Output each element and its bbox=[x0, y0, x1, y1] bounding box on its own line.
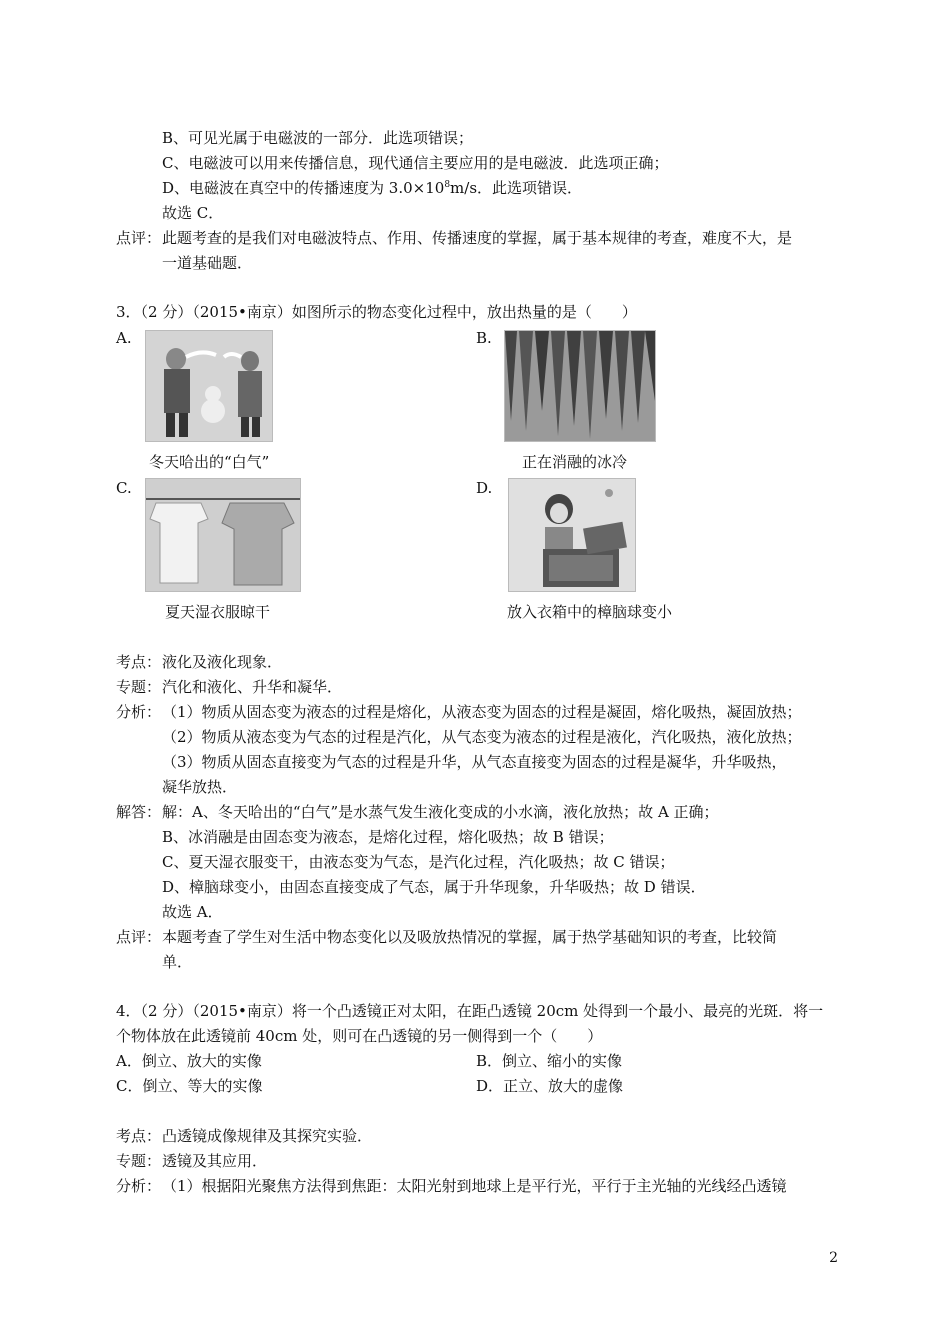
q4-stem-line-1: 4．（2 分）（2015•南京）将一个凸透镜正对太阳，在距凸透镜 20cm 处得到一个最小、最亮的光斑．将一 bbox=[116, 1002, 824, 1020]
q3-option-b-letter: B. bbox=[476, 329, 492, 347]
q3-fenxi-line-1: （1）物质从固态变为液态的过程是熔化，从液态变为固态的过程是凝固，熔化吸热，凝固放热； bbox=[162, 703, 802, 721]
q3-option-d-letter: D. bbox=[476, 479, 493, 497]
q2-answer: 故选 C． bbox=[162, 204, 224, 222]
q4-option-c: C．倒立、等大的实像 bbox=[116, 1077, 263, 1095]
q3-zhuanti-label: 专题： bbox=[116, 678, 162, 696]
q3-jieda-line-3: C、夏天湿衣服变干，由液态变为气态，是汽化过程，汽化吸热；故 C 错误； bbox=[162, 853, 675, 871]
q3-dianping-label: 点评： bbox=[116, 928, 162, 946]
q2-comment-label: 点评： bbox=[116, 229, 162, 247]
q4-option-d: D．正立、放大的虚像 bbox=[476, 1077, 624, 1095]
q2-comment-line-2: 一道基础题． bbox=[162, 254, 253, 272]
q3-option-d-caption: 放入衣箱中的樟脑球变小 bbox=[507, 603, 673, 621]
camphor-balls-image bbox=[508, 478, 636, 592]
q3-jieda-line-5: 故选 A． bbox=[162, 903, 223, 921]
q4-zhuanti: 透镜及其应用． bbox=[162, 1152, 268, 1170]
q3-dianping-line-1: 本题考查了学生对生活中物态变化以及吸放热情况的掌握，属于热学基础知识的考查，比较简 bbox=[162, 928, 778, 946]
melting-icicles-image bbox=[504, 330, 656, 442]
q3-jieda-label: 解答： bbox=[116, 803, 162, 821]
q2-comment-line-1: 此题考查的是我们对电磁波特点、作用、传播速度的掌握，属于基本规律的考查，难度不大，是 bbox=[162, 229, 793, 247]
q3-fenxi-line-4: 凝华放热． bbox=[162, 778, 238, 796]
q3-option-a-caption: 冬天哈出的“白气” bbox=[149, 453, 270, 471]
q3-jieda-line-2: B、冰消融是由固态变为液态，是熔化过程，熔化吸热；故 B 错误； bbox=[162, 828, 614, 846]
q4-zhuanti-label: 专题： bbox=[116, 1152, 162, 1170]
q4-fenxi-line-1: （1）根据阳光聚焦方法得到焦距：太阳光射到地球上是平行光，平行于主光轴的光线经凸透镜 bbox=[162, 1177, 787, 1195]
q3-zhuanti: 汽化和液化、升华和凝华． bbox=[162, 678, 343, 696]
q3-fenxi-line-3: （3）物质从固态直接变为气态的过程是升华，从气态直接变为固态的过程是凝华，升华吸热， bbox=[162, 753, 787, 771]
q2-option-c: C、电磁波可以用来传播信息，现代通信主要应用的是电磁波．此选项正确； bbox=[162, 154, 669, 172]
q3-fenxi-line-2: （2）物质从液态变为气态的过程是汽化，从气态变为液态的过程是液化，汽化吸热，液化放热； bbox=[162, 728, 802, 746]
q2-option-b: B、可见光属于电磁波的一部分．此选项错误； bbox=[162, 129, 474, 147]
q3-fenxi-label: 分析： bbox=[116, 703, 162, 721]
q4-kaodian-label: 考点： bbox=[116, 1127, 162, 1145]
q3-dianping-line-2: 单． bbox=[162, 953, 193, 971]
q4-stem-line-2: 个物体放在此透镜前 40cm 处，则可在凸透镜的另一侧得到一个（ ） bbox=[116, 1027, 603, 1045]
page-number: 2 bbox=[829, 1250, 838, 1266]
q4-kaodian: 凸透镜成像规律及其探究实验． bbox=[162, 1127, 373, 1145]
winter-breath-image bbox=[145, 330, 273, 442]
q3-kaodian-label: 考点： bbox=[116, 653, 162, 671]
q3-option-c-caption: 夏天湿衣服晾干 bbox=[165, 603, 271, 621]
q3-option-a-letter: A. bbox=[116, 329, 132, 347]
q3-option-b-caption: 正在消融的冰冷 bbox=[522, 453, 628, 471]
q3-jieda-line-4: D、樟脑球变小，由固态直接变成了气态，属于升华现象，升华吸热；故 D 错误． bbox=[162, 878, 706, 896]
drying-clothes-image bbox=[145, 478, 301, 592]
q4-option-a: A．倒立、放大的实像 bbox=[116, 1052, 262, 1070]
q3-kaodian: 液化及液化现象． bbox=[162, 653, 283, 671]
q3-jieda-line-1: 解：A、冬天哈出的“白气”是水蒸气发生液化变成的小水滴，液化放热；故 A 正确； bbox=[162, 803, 719, 821]
q3-stem: 3．（2 分）（2015•南京）如图所示的物态变化过程中，放出热量的是（ ） bbox=[116, 303, 637, 321]
q2-option-d: D、电磁波在真空中的传播速度为 $3.0\times 10^8m/s$．此选项错误． bbox=[162, 179, 583, 197]
q4-option-b: B．倒立、缩小的实像 bbox=[476, 1052, 623, 1070]
q3-option-c-letter: C. bbox=[116, 479, 132, 497]
q4-fenxi-label: 分析： bbox=[116, 1177, 162, 1195]
